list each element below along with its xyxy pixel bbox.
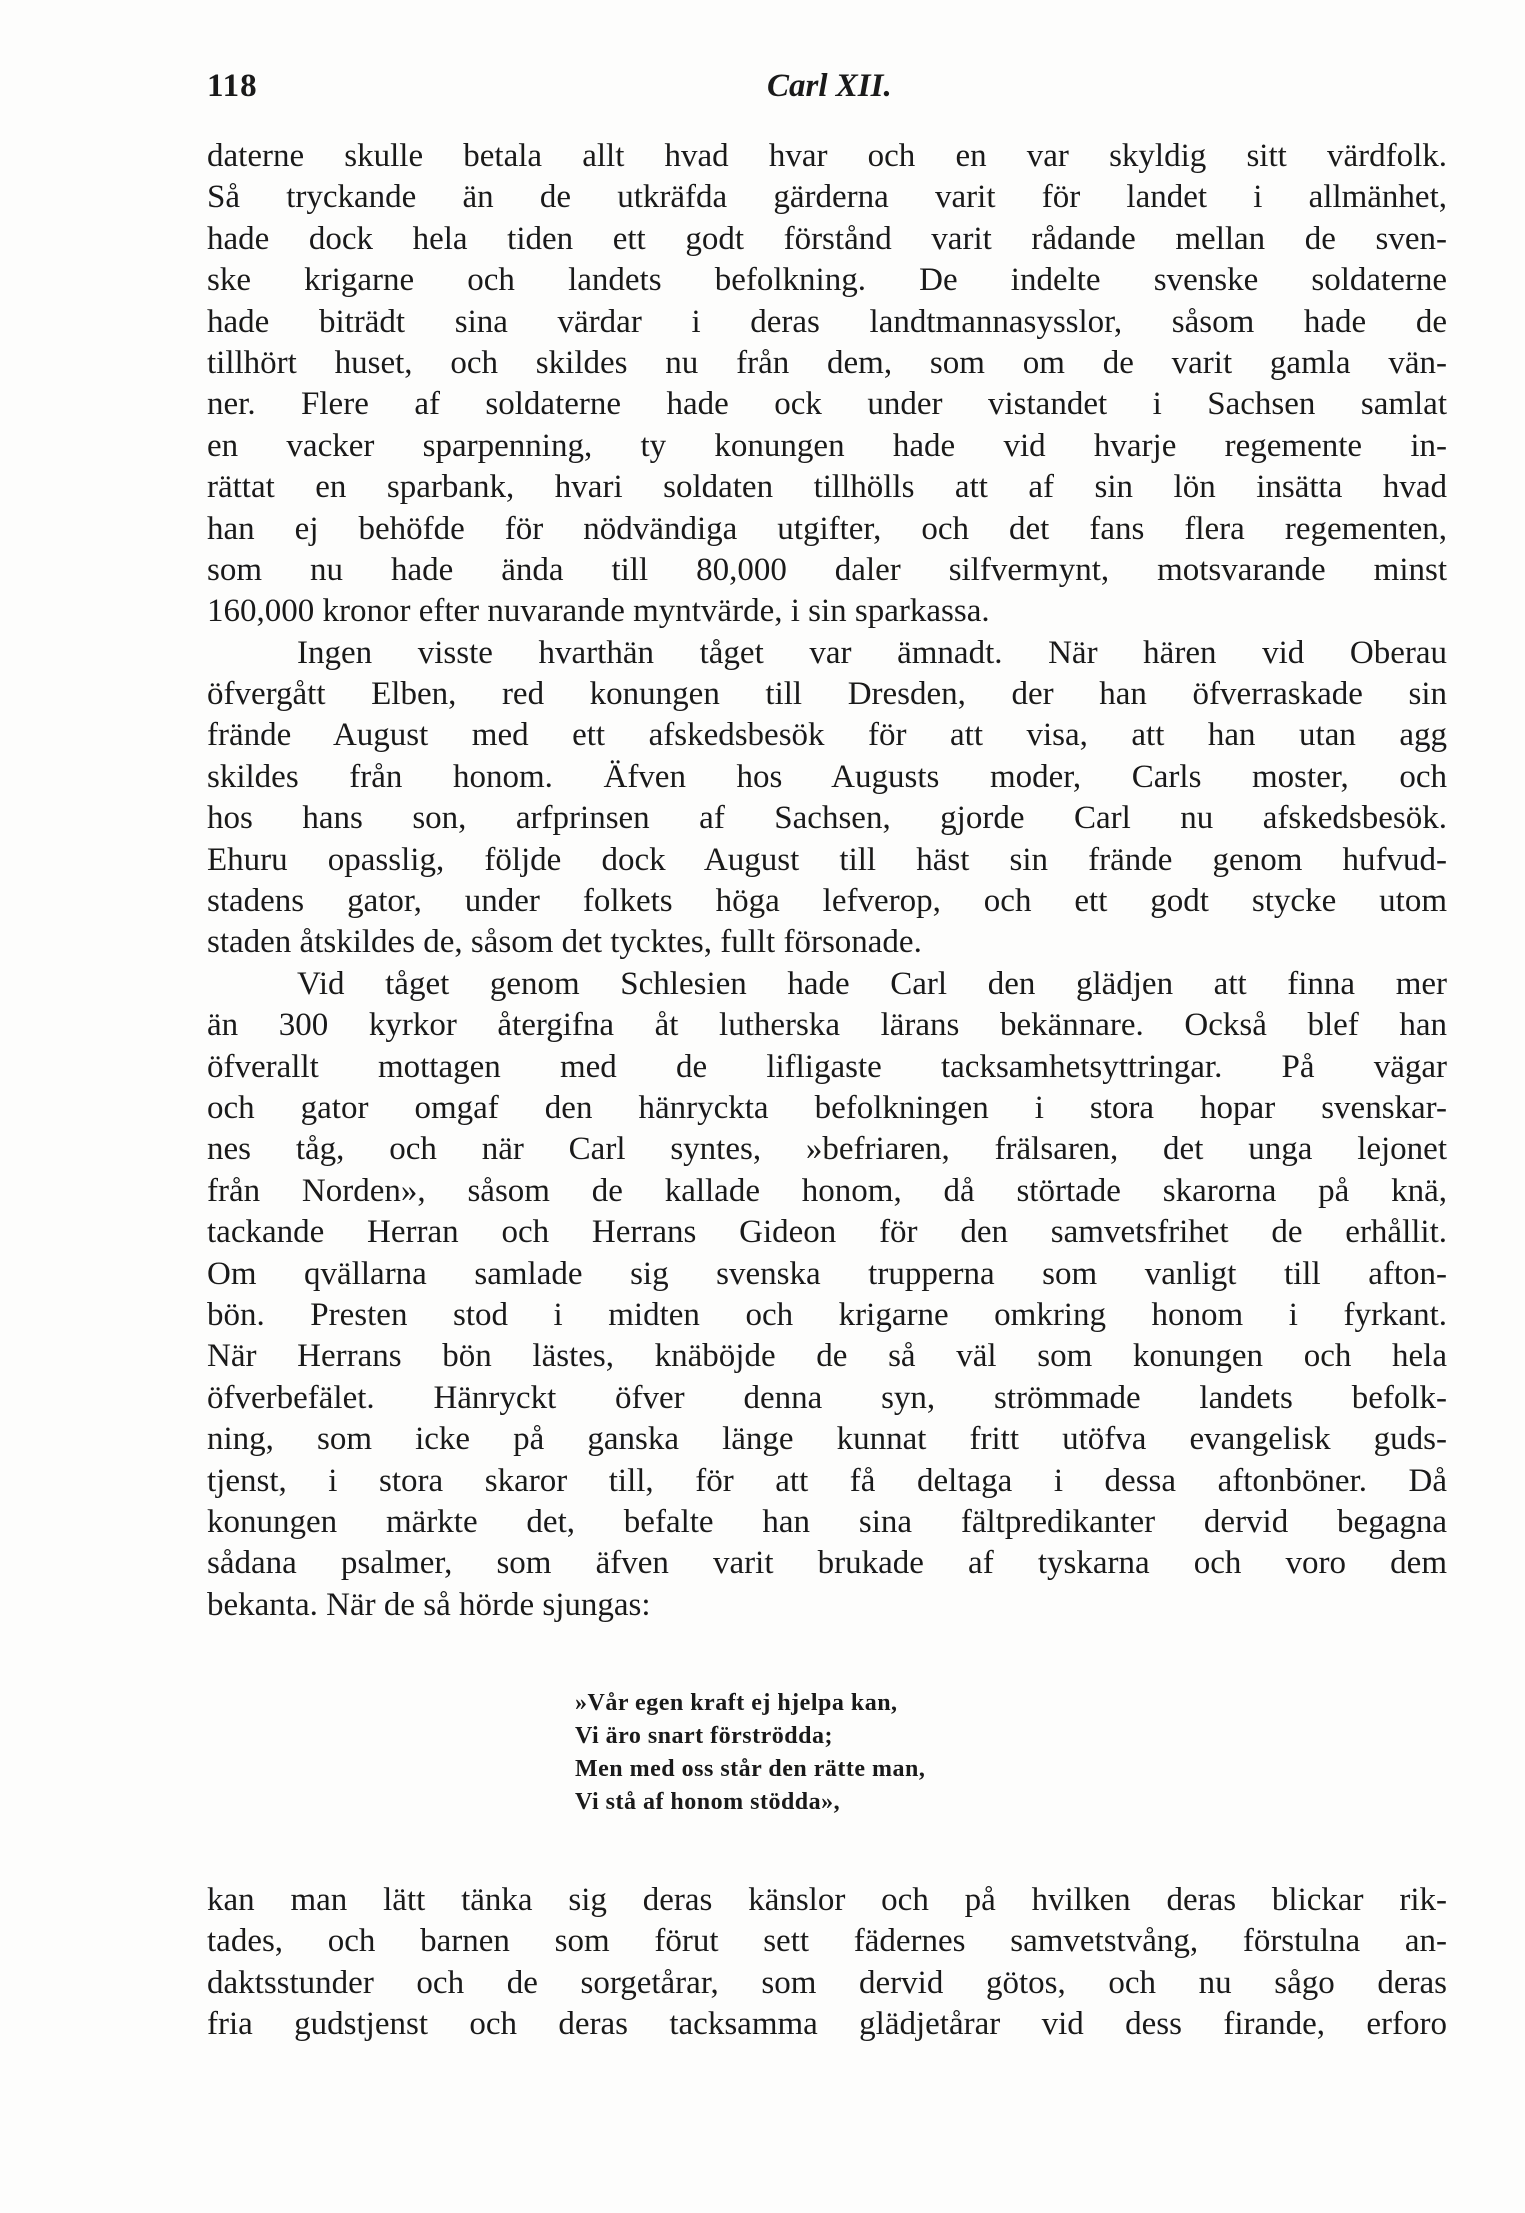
text-line: än 300 kyrkor återgifna åt lutherska lärans bekännare. Också blef han: [207, 1007, 1447, 1044]
verse-quotation: [575, 1687, 1275, 1819]
running-head: [207, 68, 1447, 118]
text-line: tjenst, i stora skaror till, för att få deltaga i dessa aftonböner. Då: [207, 1462, 1447, 1499]
text-line: fria gudstjenst och deras tacksamma glädjetårar vid dess firande, erforo: [207, 2006, 1447, 2043]
text-line: han ej behöfde för nödvändiga utgifter, och det fans flera regementen,: [207, 510, 1447, 547]
text-line: staden åtskildes de, såsom det tycktes, fullt försonade.: [207, 924, 922, 961]
verse-line: Vi stå af honom stödda»,: [575, 1789, 841, 1815]
text-line: ning, som icke på ganska länge kunnat fritt utöfva evangelisk guds-: [207, 1421, 1447, 1458]
text-line: Vid tåget genom Schlesien hade Carl den glädjen att finna mer: [297, 965, 1447, 1002]
text-line: bekanta. När de så hörde sjungas:: [207, 1586, 651, 1623]
text-line: skildes från honom. Äfven hos Augusts moder, Carls moster, och: [207, 758, 1447, 795]
text-line: hos hans son, arfprinsen af Sachsen, gjorde Carl nu afskedsbesök.: [207, 800, 1447, 837]
text-line: 160,000 kronor efter nuvarande myntvärde, i sin sparkassa.: [207, 593, 990, 630]
text-line: en vacker sparpenning, ty konungen hade vid hvarje regemente in-: [207, 427, 1447, 464]
text-line: När Herrans bön lästes, knäböjde de så väl som konungen och hela: [207, 1338, 1447, 1375]
closing-text: [207, 1880, 1447, 2046]
text-line: hade dock hela tiden ett godt förstånd varit rådande mellan de sven-: [207, 220, 1447, 257]
running-title: Carl XII.: [767, 68, 892, 104]
text-line: Ehuru opasslig, följde dock August till häst sin frände genom hufvud-: [207, 841, 1447, 878]
text-line: från Norden», såsom de kallade honom, då störtade skarorna på knä,: [207, 1172, 1447, 1209]
text-line: daterne skulle betala allt hvad hvar och en var skyldig sitt värdfolk.: [207, 138, 1447, 174]
text-line: kan man lätt tänka sig deras känslor och på hvilken deras blickar rik-: [207, 1882, 1447, 1918]
text-line: sådana psalmer, som äfven varit brukade af tyskarna och voro dem: [207, 1545, 1447, 1582]
text-line: tillhört huset, och skildes nu från dem, som om de varit gamla vän-: [207, 344, 1447, 381]
text-line: och gator omgaf den hänryckta befolkningen i stora hopar svenskar-: [207, 1089, 1447, 1126]
text-line: tackande Herran och Herrans Gideon för den samvetsfrihet de erhållit.: [207, 1214, 1447, 1251]
verse-line: Vi äro snart förströdda;: [575, 1723, 833, 1749]
text-line: konungen märkte det, befalte han sina fältpredikanter dervid begagna: [207, 1503, 1447, 1540]
text-line: Om qvällarna samlade sig svenska trupperna som vanligt till afton-: [207, 1255, 1447, 1292]
text-line: öfvergått Elben, red konungen till Dresden, der han öfverraskade sin: [207, 676, 1447, 713]
text-line: hade biträdt sina värdar i deras landtmannasysslor, såsom hade de: [207, 303, 1447, 340]
body-text: [207, 136, 1447, 1626]
text-line: ner. Flere af soldaterne hade ock under vistandet i Sachsen samlat: [207, 386, 1447, 423]
verse-line: Men med oss står den rätte man,: [575, 1756, 926, 1782]
text-line: öfverbefälet. Hänryckt öfver denna syn, strömmade landets befolk-: [207, 1379, 1447, 1416]
text-line: frände August med ett afskedsbesök för att visa, att han utan agg: [207, 717, 1447, 754]
text-line: daktsstunder och de sorgetårar, som dervid götos, och nu sågo deras: [207, 1964, 1447, 2001]
text-line: ske krigarne och landets befolkning. De indelte svenske soldaterne: [207, 262, 1447, 299]
text-line: rättat en sparbank, hvari soldaten tillhölls att af sin lön insätta hvad: [207, 469, 1447, 506]
text-line: Så tryckande än de utkräfda gärderna varit för landet i allmänhet,: [207, 179, 1447, 216]
text-line: nes tåg, och när Carl syntes, »befriaren, frälsaren, det unga lejonet: [207, 1131, 1447, 1168]
page-number: 118: [207, 68, 258, 104]
verse-line: »Vår egen kraft ej hjelpa kan,: [575, 1690, 898, 1716]
text-line: som nu hade ända till 80,000 daler silfvermynt, motsvarande minst: [207, 551, 1447, 588]
text-line: stadens gator, under folkets höga lefverop, och ett godt stycke utom: [207, 883, 1447, 920]
text-line: bön. Presten stod i midten och krigarne omkring honom i fyrkant.: [207, 1296, 1447, 1333]
text-line: öfverallt mottagen med de lifligaste tacksamhetsyttringar. På vägar: [207, 1048, 1447, 1085]
text-line: tades, och barnen som förut sett fädernes samvetstvång, förstulna an-: [207, 1923, 1447, 1960]
text-line: Ingen visste hvarthän tåget var ämnadt. När hären vid Oberau: [297, 634, 1447, 671]
